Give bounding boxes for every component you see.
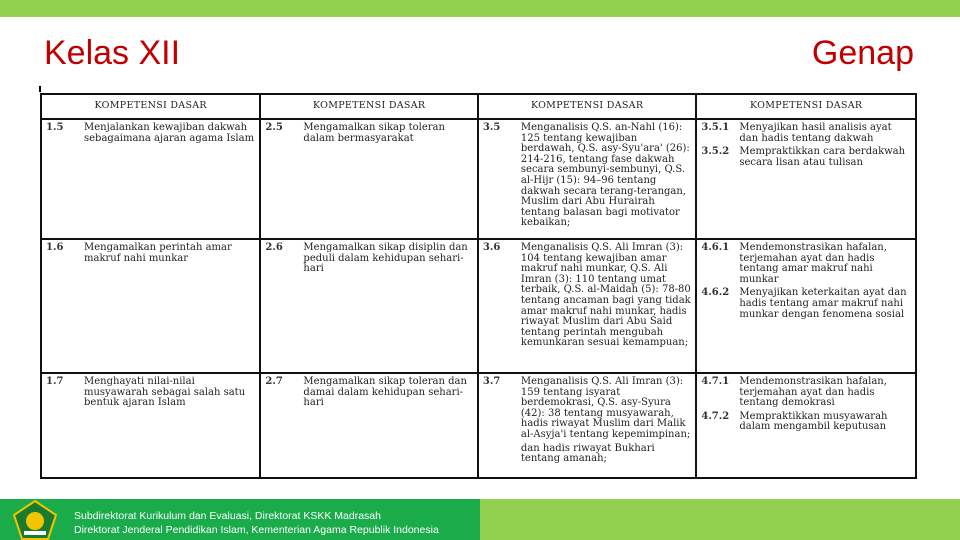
table-cell (260, 119, 477, 239)
competency-number: 4.7.1 (701, 376, 730, 387)
table-cell (478, 373, 696, 478)
slide-title-semester: Genap (811, 34, 914, 72)
competency-text: Menyajikan hasil analisis ayat dan hadis tentang dakwah (739, 122, 892, 144)
competency-text: Mengamalkan sikap toleran dalam bermasyarakat (303, 122, 445, 144)
competency-number: 4.6.1 (701, 242, 730, 253)
competency-item (701, 123, 911, 144)
table-cell (41, 239, 260, 373)
competency-text: Mendemonstrasikan hafalan, terjemahan ayat dan hadis tentang demokrasi (739, 376, 887, 409)
table-row (41, 373, 916, 478)
competency-text: Menganalisis Q.S. an-Nahl (16): 125 tentang kewajiban berdawah, Q.S. asy-Syu'ara' (26): 214-216, tentang fase dakwah secara sembunyi-sembunyi, Q.S. al-Hijr (15): 94–96 tentang dakwah secara terang-terangan, Muslim dari Abu Hurairah tentang balasan bagi motivator kebaikan; (520, 122, 690, 229)
competency-number (483, 444, 521, 465)
column-header: KOMPETENSI DASAR (260, 94, 477, 119)
competency-item (46, 123, 255, 144)
competency-item (701, 243, 911, 285)
competency-text: Menyajikan keterkaitan ayat dan hadis tentang amar makruf nahi munkar dengan fenomena sosial (739, 287, 907, 320)
competency-number: 1.6 (46, 242, 64, 253)
competency-text: Menganalisis Q.S. Ali Imran (3): 159 tentang isyarat berdemokrasi, Q.S. asy-Syura (42): 38 tentang musyawarah, hadis riwayat Muslim dari Malik al-Asyja'i tentang kepemimpinan; (520, 376, 691, 440)
top-accent-bar (0, 0, 960, 17)
competency-item (46, 377, 255, 409)
competency-item (701, 288, 911, 320)
competency-item (265, 123, 472, 144)
column-header: KOMPETENSI DASAR (41, 94, 260, 119)
competency-number: 3.5 (482, 122, 501, 133)
competency-text: Mengamalkan perintah amar makruf nahi munkar (84, 242, 232, 264)
slide-title-class: Kelas XII (44, 34, 181, 72)
table-cell (260, 373, 477, 478)
column-header: KOMPETENSI DASAR (696, 94, 916, 119)
competency-text: Mempraktikkan musyawarah dalam mengambil keputusan (739, 410, 888, 433)
competency-number: 3.5.2 (701, 146, 730, 158)
ministry-logo-icon (12, 500, 58, 540)
divider-mark (39, 86, 41, 92)
competency-number: 3.6 (482, 242, 501, 253)
competency-text: Menghayati nilai-nilai musyawarah sebagai salah satu bentuk ajaran Islam (84, 376, 246, 409)
competency-number: 2.7 (265, 376, 283, 387)
competency-number: 3.7 (482, 376, 501, 387)
competency-text: dan hadis riwayat Bukhari tentang amanah; (520, 442, 655, 465)
table-row (41, 239, 916, 373)
table-cell (260, 239, 477, 373)
competency-item (483, 444, 691, 465)
competency-number: 4.6.2 (701, 287, 730, 299)
table-cell (478, 119, 696, 239)
footer-text (74, 509, 439, 537)
column-header: KOMPETENSI DASAR (478, 94, 696, 119)
competency-text: Menganalisis Q.S. Ali Imran (3): 104 tentang kewajiban amar makruf nahi munkar, Q.S. Ali Imran (3): 110 tentang umat terbaik, Q.S. al-Maidah (5): 78-80 tentang ancaman bagi yang tidak amar makruf nahi munkar, hadis riwayat Muslim dari Abu Said tentang perintah mengubah kemunkaran sesuai kemampuan; (520, 242, 691, 349)
competency-item (265, 243, 472, 275)
competency-number: 3.5.1 (701, 122, 730, 133)
competency-item (265, 377, 472, 409)
competency-item (701, 412, 911, 433)
competency-item (483, 243, 691, 349)
footer-line-1: Subdirektorat Kurikulum dan Evaluasi, Direktorat KSKK Madrasah (74, 510, 381, 522)
competency-item (483, 123, 691, 229)
competency-text: Menjalankan kewajiban dakwah sebagaimana ajaran agama Islam (84, 122, 255, 144)
competency-text: Mempraktikkan cara berdakwah secara lisan atau tulisan (739, 146, 906, 168)
competency-number: 2.5 (265, 122, 283, 133)
competency-table (40, 93, 917, 479)
competency-item (701, 377, 911, 409)
competency-text: Mengamalkan sikap toleran dan damai dalam kehidupan sehari-hari (303, 376, 467, 409)
table-cell (696, 119, 916, 239)
competency-text: Mengamalkan sikap disiplin dan peduli dalam kehidupan sehari-hari (303, 242, 468, 275)
table-cell (478, 239, 696, 373)
table-cell (41, 119, 260, 239)
competency-number: 4.7.2 (701, 410, 730, 422)
competency-number: 1.7 (46, 376, 64, 387)
table-cell (41, 373, 260, 478)
competency-item (701, 147, 911, 168)
competency-item (46, 243, 255, 264)
table-cell (696, 373, 916, 478)
competency-text: Mendemonstrasikan hafalan, terjemahan ayat dan hadis tentang amar makruf nahi munkar (739, 242, 887, 285)
footer-line-2: Direktorat Jenderal Pendidikan Islam, Kementerian Agama Republik Indonesia (74, 524, 439, 536)
competency-number: 2.6 (265, 242, 283, 253)
table-cell (696, 239, 916, 373)
competency-number: 1.5 (46, 122, 64, 133)
table-row (41, 119, 916, 239)
competency-item (483, 377, 691, 441)
